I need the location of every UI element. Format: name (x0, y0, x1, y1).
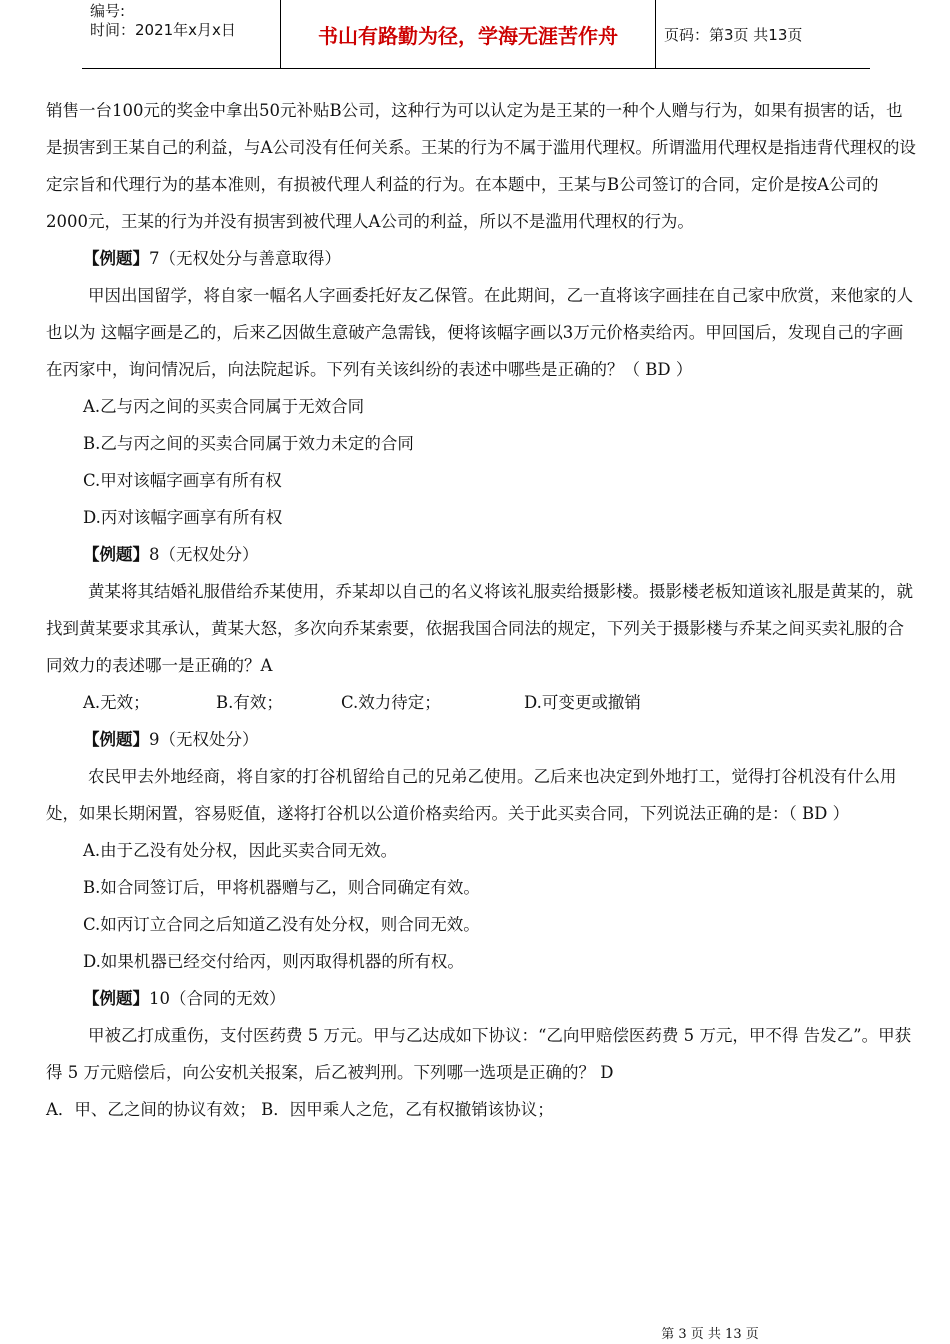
example-title: 8（无权处分） (149, 545, 259, 564)
example-title: 10（合同的无效） (149, 989, 286, 1008)
header-page-info: 页码：第3页 共13页 (664, 26, 803, 44)
example-10-heading (46, 980, 916, 1017)
example-7-option-b: B.乙与丙之间的买卖合同属于效力未定的合同 (83, 434, 414, 453)
header-motto: 书山有路勤为径，学海无涯苦作舟 (280, 0, 656, 68)
example-9-option-c: C.如丙订立合同之后知道乙没有处分权，则合同无效。 (83, 915, 480, 934)
example-9-option-d: D.如果机器已经交付给丙，则丙取得机器的所有权。 (83, 952, 464, 971)
example-9-heading (46, 721, 916, 758)
example-title: 7（无权处分与善意取得） (149, 249, 341, 268)
page-header (82, 0, 870, 69)
example-title: 9（无权处分） (149, 730, 259, 749)
example-7-option-d: D.丙对该幅字画享有所有权 (83, 508, 283, 527)
example-7-heading (46, 240, 916, 277)
example-8-option-c: C.效力待定； (341, 693, 441, 712)
example-8-body: 黄某将其结婚礼服借给乔某使用，乔某却以自己的名义将该礼服卖给摄影楼。摄影楼老板知道该礼服是黄某的，就找到黄某要求其承认，黄某大怒，多次向乔某索要，依据我国合同法的规定，下列关于摄影楼与乔某之间买卖礼服的合同效力的表述哪一是正确的？A (46, 582, 913, 675)
example-label: 【例题】 (83, 730, 149, 749)
example-label: 【例题】 (83, 989, 149, 1008)
header-meta (90, 2, 280, 40)
example-8-heading (46, 536, 916, 573)
example-label: 【例题】 (83, 249, 149, 268)
document-body (46, 92, 916, 1128)
example-7-option-c: C.甲对该幅字画享有所有权 (83, 471, 282, 490)
code-label: 编号: (90, 2, 126, 20)
example-8-option-d: D.可变更或撤销 (524, 693, 641, 712)
time-label: 时间：2021年x月x日 (90, 21, 236, 39)
example-10-options-ab: A．甲、乙之间的协议有效； B．因甲乘人之危，乙有权撤销该协议； (46, 1100, 554, 1119)
example-9-body: 农民甲去外地经商，将自家的打谷机留给自己的兄弟乙使用。乙后来也决定到外地打工，觉得打谷机没有什么用处，如果长期闲置，容易贬值，遂将打谷机以公道价格卖给丙。关于此买卖合同，下列说法正确的是：（ BD ） (46, 767, 897, 823)
example-8-option-b: B.有效； (216, 693, 283, 712)
example-8-option-a: A.无效； (83, 693, 150, 712)
example-9-option-a: A.由于乙没有处分权，因此买卖合同无效。 (83, 841, 398, 860)
example-9-option-b: B.如合同签订后，甲将机器赠与乙，则合同确定有效。 (83, 878, 480, 897)
example-7-body: 甲因出国留学，将自家一幅名人字画委托好友乙保管。在此期间，乙一直将该字画挂在自己家中欣赏，来他家的人也以为 这幅字画是乙的，后来乙因做生意破产急需钱，便将该幅字画以3万元价格卖给丙。甲回国后，发现自己的字画在丙家中，询问情况后，向法院起诉。下列有关该纠纷的表述中哪些是正确的？（ BD ） (46, 286, 913, 379)
intro-paragraph: 销售一台100元的奖金中拿出50元补贴B公司，这种行为可以认定为是王某的一种个人赠与行为，如果有损害的话，也是损害到王某自己的利益，与A公司没有任何关系。王某的行为不属于滥用代理权。所谓滥用代理权是指违背代理权的设定宗旨和代理行为的基本准则，有损被代理人利益的行为。在本题中，王某与B公司签订的合同，定价是按A公司的2000元，王某的行为并没有损害到被代理人A公司的利益，所以不是滥用代理权的行为。 (46, 101, 916, 231)
example-8-options (46, 684, 916, 721)
example-7-option-a: A.乙与丙之间的买卖合同属于无效合同 (83, 397, 365, 416)
example-label: 【例题】 (83, 545, 149, 564)
page-footer: 第 3 页 共 13 页 (661, 1327, 759, 1342)
example-10-body: 甲被乙打成重伤，支付医药费 5 万元。甲与乙达成如下协议：“乙向甲赔偿医药费 5 万元，甲不得 告发乙”。甲获得 5 万元赔偿后，向公安机关报案，后乙被判刑。下列哪一选项是正确的？ D (46, 1026, 912, 1082)
